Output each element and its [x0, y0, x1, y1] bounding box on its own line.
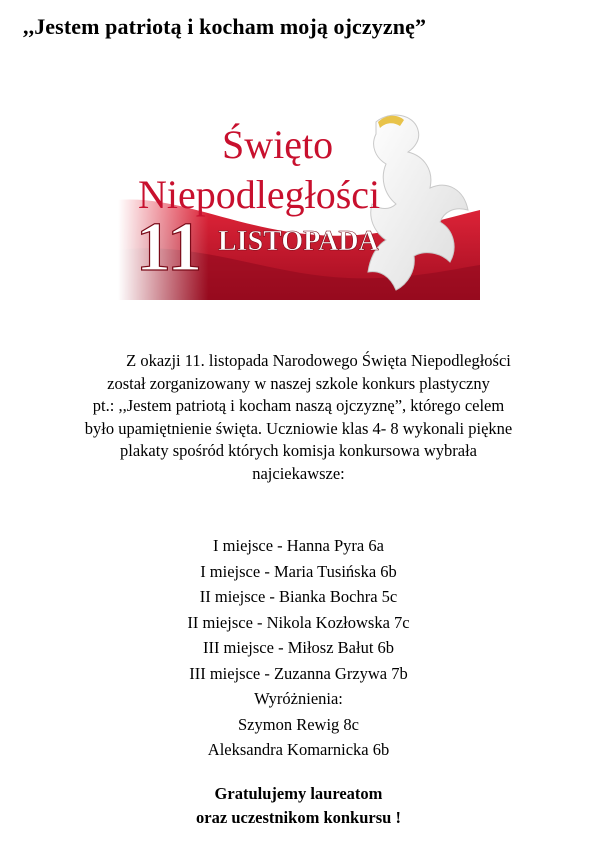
closing-line: oraz uczestnikom konkursu ! [196, 808, 401, 827]
results-list [0, 533, 597, 763]
banner-line1: Święto [222, 122, 334, 167]
result-item: II miejsce - Nikola Kozłowska 7c [187, 612, 410, 632]
intro-line: było upamiętnienie święta. Uczniowie klas 4- 8 wykonali piękne [84, 418, 513, 438]
result-item: III miejsce - Zuzanna Grzywa 7b [189, 663, 408, 683]
intro-line: Z okazji 11. listopada Narodowego Święta Niepodległości [126, 351, 511, 370]
intro-line: najciekawsze: [252, 463, 345, 483]
distinction-item: Aleksandra Komarnicka 6b [207, 740, 390, 759]
banner-day: 11 [136, 209, 203, 286]
result-item: I miejsce - Hanna Pyra 6a [213, 536, 384, 555]
banner-line2: Niepodległości [138, 172, 381, 217]
intro-line: został zorganizowany w naszej szkole konkurs plastyczny [107, 373, 490, 393]
result-item: III miejsce - Miłosz Bałut 6b [202, 638, 395, 657]
holiday-banner-image [118, 100, 480, 300]
distinctions-heading: Wyróżnienia: [254, 689, 343, 708]
closing-message [0, 782, 597, 830]
intro-line: plakaty spośród których komisja konkursowa wybrała [120, 441, 477, 460]
page-title: ,,Jestem patriotą i kocham moją ojczyznę” [23, 14, 427, 39]
banner-month: LISTOPADA [218, 226, 379, 257]
closing-line: Gratulujemy laureatom [214, 784, 383, 803]
intro-line: pt.: ,,Jestem patriotą i kocham naszą ojczyznę”, którego celem [92, 396, 505, 415]
distinction-item: Szymon Rewig 8c [238, 714, 359, 734]
result-item: II miejsce - Bianka Bochra 5c [199, 587, 398, 606]
intro-paragraph [20, 350, 577, 485]
result-item: I miejsce - Maria Tusińska 6b [200, 561, 397, 581]
